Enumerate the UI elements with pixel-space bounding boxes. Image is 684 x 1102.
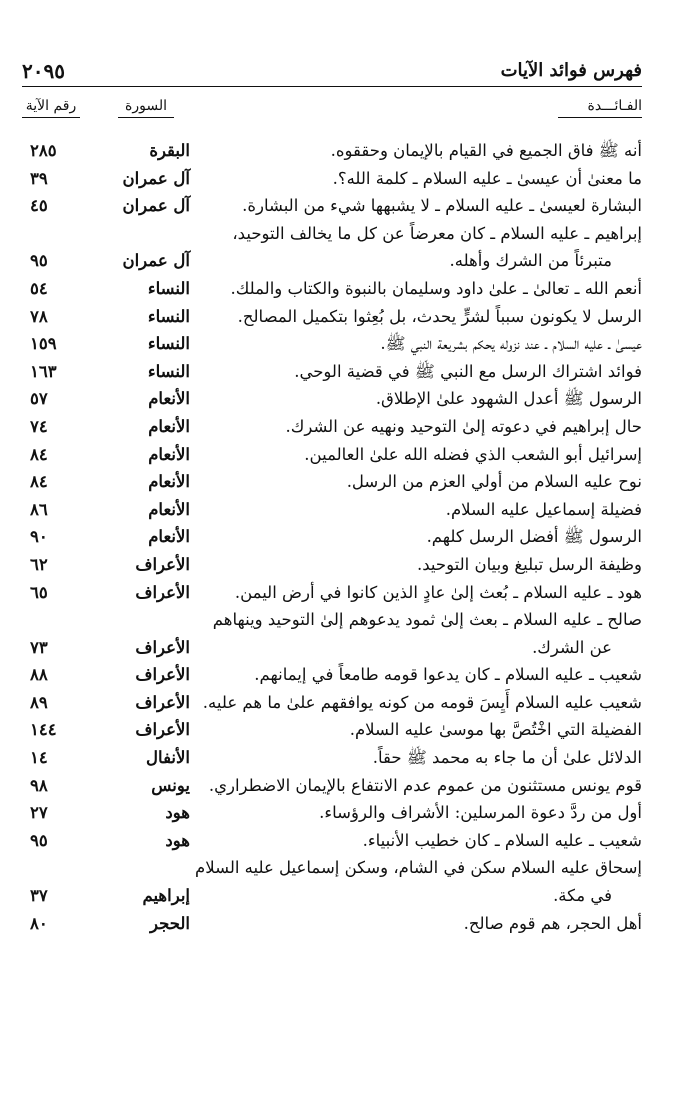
index-entry — [22, 744, 642, 772]
entry-benefit-text-continued: عن الشرك. — [532, 637, 612, 657]
entry-ayah-number: ٨٩ — [30, 692, 48, 712]
entry-ayah-number: ٨٨ — [30, 665, 48, 685]
entry-benefit-text: الفضيلة التي اخْتُصَّ بها موسىٰ عليه السلام. — [349, 720, 642, 740]
index-entry — [22, 606, 642, 661]
entry-surah: هود — [165, 803, 190, 823]
column-headers — [22, 87, 642, 127]
entry-benefit-text: أول من ردَّ دعوة المرسلين: الأشراف والرؤساء. — [319, 803, 642, 823]
entry-benefit-text: إسرائيل أبو الشعب الذي فضله الله علىٰ العالمين. — [304, 444, 642, 464]
entry-ayah-number: ٤٥ — [30, 196, 48, 216]
entry-ayah-number: ٧٣ — [30, 637, 48, 657]
index-entry — [22, 137, 642, 165]
entry-surah: النساء — [147, 306, 190, 326]
entry-benefit-text: الدلائل علىٰ أن ما جاء به محمد ﷺ حقاً. — [372, 748, 642, 768]
entry-benefit-text: شعيب ـ عليه السلام ـ كان خطيب الأنبياء. — [362, 830, 642, 850]
index-entry — [22, 827, 642, 855]
entry-ayah-number: ٨٦ — [30, 499, 48, 519]
column-header-benefit: الفـائـــدة — [558, 97, 642, 118]
entry-benefit-text: أهل الحجر، هم قوم صالح. — [463, 913, 642, 933]
page-number: ٢٠٩٥ — [22, 59, 65, 83]
entry-ayah-number: ٣٩ — [30, 168, 48, 188]
entry-surah: النساء — [147, 334, 190, 354]
entry-benefit-text: فوائد اشتراك الرسل مع النبي ﷺ في قضية الوحي. — [294, 361, 642, 381]
index-entry — [22, 441, 642, 469]
entry-benefit-text: فضيلة إسماعيل عليه السلام. — [445, 499, 642, 519]
entry-benefit-text: الرسول ﷺ أعدل الشهود علىٰ الإطلاق. — [375, 389, 642, 409]
entry-benefit-text: الرسول ﷺ أفضل الرسل كلهم. — [426, 527, 642, 547]
entry-ayah-number: ٢٨٥ — [30, 141, 57, 160]
entry-ayah-number: ٨٠ — [30, 913, 48, 933]
entry-surah: البقرة — [149, 141, 190, 160]
entry-surah: الأنعام — [148, 444, 190, 464]
entry-surah: الأنعام — [148, 416, 190, 436]
entry-ayah-number: ٥٧ — [30, 389, 48, 409]
index-page — [22, 58, 642, 937]
entry-benefit-text: أنعم الله ـ تعالىٰ ـ علىٰ داود وسليمان بالنبوة والكتاب والملك. — [230, 278, 642, 298]
index-entry — [22, 910, 642, 938]
entry-ayah-number: ١٤ — [30, 748, 48, 768]
index-entry — [22, 468, 642, 496]
index-entry — [22, 220, 642, 275]
index-entries — [22, 137, 642, 937]
entry-ayah-number: ٦٢ — [30, 554, 48, 574]
column-header-surah: السورة — [118, 97, 174, 118]
entry-surah: هود — [165, 830, 190, 850]
entry-ayah-number: ٨٤ — [30, 472, 48, 492]
entry-benefit-text: الرسل لا يكونون سبباً لشرٍّ يحدث، بل بُعِثوا بتكميل المصالح. — [237, 306, 642, 326]
index-entry — [22, 192, 642, 220]
entry-surah: الأنفال — [146, 748, 190, 768]
index-entry — [22, 772, 642, 800]
entry-benefit-text: البشارة لعيسىٰ ـ عليه السلام ـ لا يشبهها شيء من البشارة. — [242, 196, 642, 216]
index-entry — [22, 716, 642, 744]
entry-benefit-text-continued: متبرئاً من الشرك وأهله. — [449, 251, 612, 271]
entry-surah: الأنعام — [148, 472, 190, 492]
entry-benefit-text: صالح ـ عليه السلام ـ بعث إلىٰ ثمود يدعوهم إلىٰ التوحيد وينهاهم — [212, 610, 642, 630]
entry-benefit-text: إبراهيم ـ عليه السلام ـ كان معرضاً عن كل ما يخالف التوحيد، — [232, 223, 642, 243]
entry-ayah-number: ٧٤ — [30, 416, 48, 436]
entry-ayah-number: ٩٥ — [30, 830, 48, 850]
entry-surah: الأعراف — [135, 554, 190, 574]
entry-surah: الأنعام — [148, 389, 190, 409]
entry-ayah-number: ٣٧ — [30, 886, 48, 906]
entry-surah: الأعراف — [135, 637, 190, 657]
entry-ayah-number: ٨٤ — [30, 444, 48, 464]
index-entry — [22, 551, 642, 579]
entry-benefit-text: شعيب ـ عليه السلام ـ كان يدعوا قومه طامعاً في إيمانهم. — [254, 665, 642, 685]
entry-surah: الأعراف — [135, 720, 190, 740]
entry-surah: الأنعام — [148, 499, 190, 519]
index-entry — [22, 413, 642, 441]
entry-surah: آل عمران — [122, 196, 190, 216]
index-entry — [22, 799, 642, 827]
entry-ayah-number: ٥٤ — [30, 278, 48, 298]
entry-benefit-text: هود ـ عليه السلام ـ بُعث إلىٰ عادٍ الذين كانوا في أرض اليمن. — [234, 582, 642, 602]
index-entry — [22, 385, 642, 413]
entry-surah: الأعراف — [135, 582, 190, 602]
index-entry — [22, 358, 642, 386]
index-entry — [22, 661, 642, 689]
index-entry — [22, 303, 642, 331]
entry-benefit-text: نوح عليه السلام من أولي العزم من الرسل. — [346, 472, 642, 492]
entry-surah: الأنعام — [148, 527, 190, 547]
entry-surah: يونس — [151, 775, 190, 795]
index-entry — [22, 275, 642, 303]
entry-benefit-text: ما معنىٰ أن عيسىٰ ـ عليه السلام ـ كلمة الله؟. — [332, 168, 642, 188]
entry-benefit-text: وظيفة الرسل تبليغ وبيان التوحيد. — [417, 554, 642, 574]
entry-ayah-number: ١٤٤ — [30, 720, 57, 740]
entry-benefit-text: إسحاق عليه السلام سكن في الشام، وسكن إسماعيل عليه السلام — [195, 858, 642, 878]
entry-surah: الأعراف — [135, 665, 190, 685]
entry-benefit-text-continued: في مكة. — [553, 886, 612, 906]
entry-ayah-number: ٢٧ — [30, 803, 48, 823]
index-entry — [22, 496, 642, 524]
index-entry — [22, 165, 642, 193]
entry-surah: إبراهيم — [142, 886, 190, 906]
entry-surah: آل عمران — [122, 168, 190, 188]
entry-ayah-number: ٩٥ — [30, 251, 48, 271]
index-entry — [22, 854, 642, 909]
entry-surah: آل عمران — [122, 251, 190, 271]
index-entry — [22, 579, 642, 607]
entry-ayah-number: ٧٨ — [30, 306, 48, 326]
entry-surah: النساء — [147, 361, 190, 381]
entry-benefit-text: حال إبراهيم في دعوته إلىٰ التوحيد ونهيه عن الشرك. — [285, 416, 642, 436]
index-entry — [22, 523, 642, 551]
running-header — [22, 58, 642, 87]
entry-benefit-text: أنه ﷺ فاق الجميع في القيام بالإيمان وحققوه. — [330, 141, 642, 160]
index-entry — [22, 689, 642, 717]
entry-benefit-text: عيسىٰ ـ عليه السلام ـ عند نزوله يحكم بشريعة النبي ﷺ. — [380, 334, 642, 354]
entry-benefit-text: قوم يونس مستثنون من عموم عدم الانتفاع بالإيمان الاضطراري. — [208, 775, 642, 795]
entry-surah: الحجر — [149, 913, 190, 933]
entry-surah: الأعراف — [135, 692, 190, 712]
entry-ayah-number: ٩٠ — [30, 527, 48, 547]
entry-benefit-text: شعيب عليه السلام أَيِسَ قومه من كونه يوافقهم علىٰ ما هم عليه. — [202, 692, 642, 712]
entry-surah: النساء — [147, 278, 190, 298]
column-header-ayah: رقم الآية — [22, 97, 80, 118]
entry-ayah-number: ١٥٩ — [30, 334, 57, 354]
entry-ayah-number: ٩٨ — [30, 775, 48, 795]
entry-ayah-number: ١٦٣ — [30, 361, 57, 381]
index-entry — [22, 330, 642, 358]
running-title: فهرس فوائد الآيات — [500, 60, 642, 81]
entry-ayah-number: ٦٥ — [30, 582, 48, 602]
